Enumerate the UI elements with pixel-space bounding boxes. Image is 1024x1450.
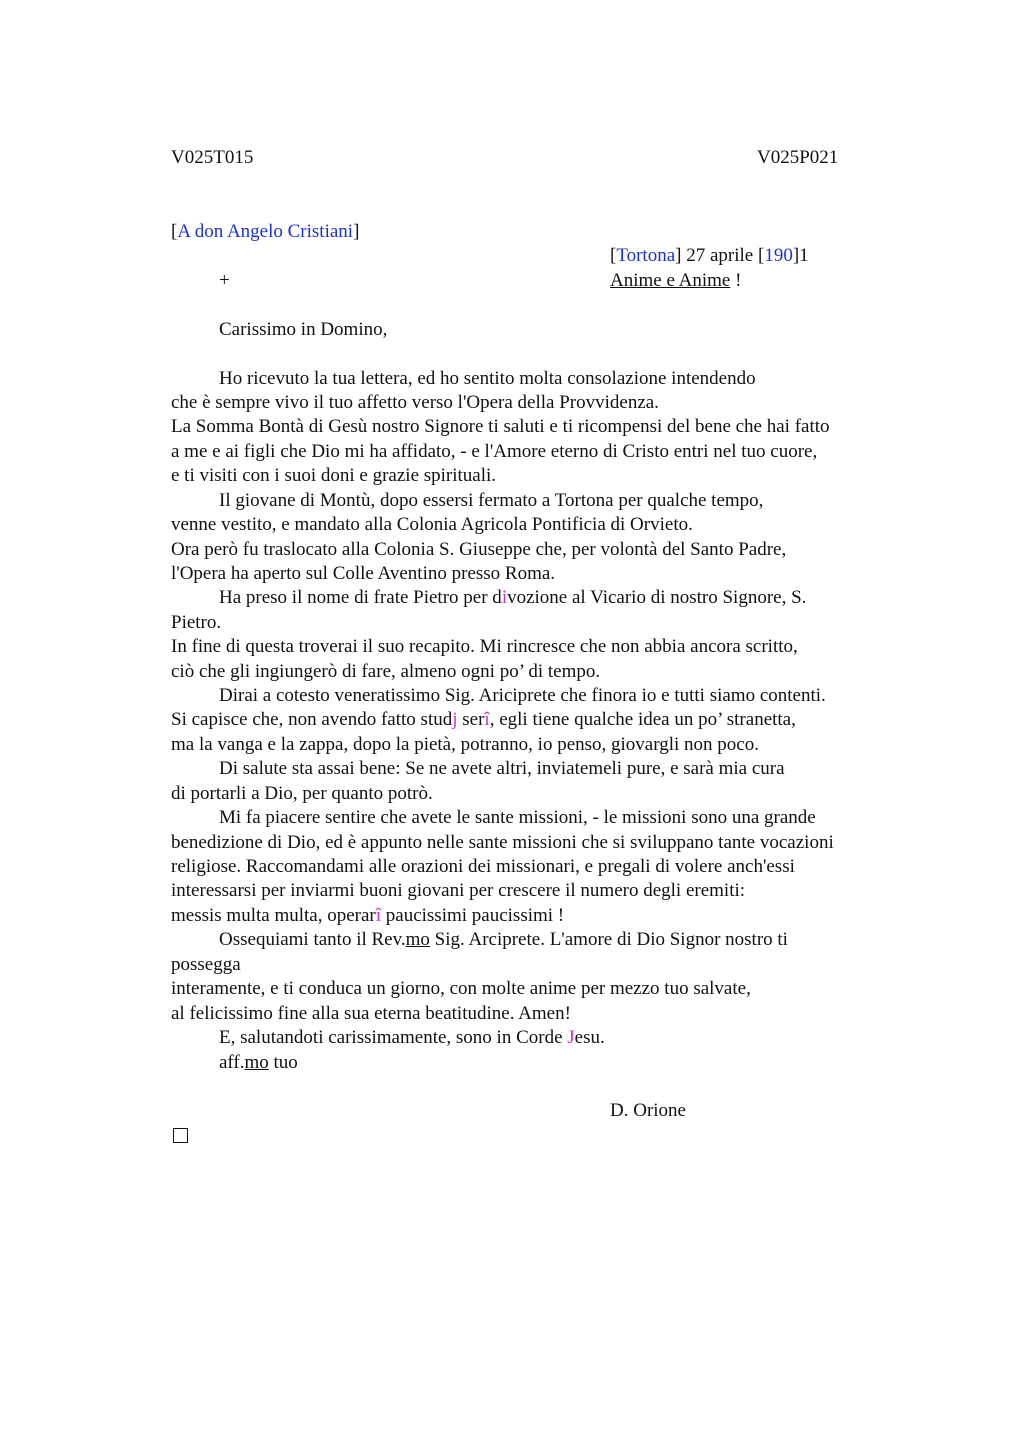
body-line-4: a me e ai figli che Dio mi ha affidato, - e l'Amore eterno di Cristo entri nel tuo cuore, bbox=[171, 441, 818, 462]
text-segment: Sig. Arciprete. L'amore di Dio Signor nostro ti bbox=[429, 929, 788, 950]
body-line-17: Di salute sta assai bene: Se ne avete altri, inviatemeli pure, e sarà mia cura bbox=[219, 758, 785, 779]
cross-mark: + bbox=[219, 270, 230, 291]
text-segment: , egli tiene qualche idea un po’ stranetta, bbox=[489, 709, 796, 730]
recipient-name: A don Angelo Cristiani bbox=[177, 221, 354, 242]
signature: D. Orione bbox=[610, 1100, 686, 1121]
end-marker-box bbox=[173, 1128, 188, 1143]
body-line-19: Mi fa piacere sentire che avete le sante missioni, - le missioni sono una grande bbox=[219, 807, 816, 828]
body-line-1: Ho ricevuto la tua lettera, ed ho sentito molta consolazione intendendo bbox=[219, 368, 756, 389]
document-code-left: V025T015 bbox=[171, 147, 254, 168]
body-line-2: che è sempre vivo il tuo affetto verso l'Opera della Provvidenza. bbox=[171, 392, 659, 413]
recipient-line bbox=[171, 220, 359, 244]
text-segment: vozione al Vicario di nostro Signore, S. bbox=[507, 587, 807, 608]
text-segment: paucissimi paucissimi ! bbox=[381, 905, 565, 926]
body-line-20: benedizione di Dio, ed è appunto nelle sante missioni che si sviluppano tante vocazioni bbox=[171, 832, 834, 853]
body-line-18: di portarli a Dio, per quanto potrò. bbox=[171, 783, 433, 804]
body-line-12: In fine di questa troverai il suo recapito. Mi rincresce che non abbia ancora scritto, bbox=[171, 636, 798, 657]
dateline-bracket: [ bbox=[610, 245, 617, 266]
text-segment: aff. bbox=[219, 1052, 245, 1073]
body-line-9: l'Opera ha aperto sul Colle Aventino presso Roma. bbox=[171, 563, 556, 584]
emended-letter: î bbox=[484, 709, 490, 730]
body-line-26: interamente, e ti conduca un giorno, con molte anime per mezzo tuo salvate, bbox=[171, 978, 751, 999]
text-segment: Si capisce che, non avendo fatto stud bbox=[171, 709, 453, 730]
dateline-year-end: ]1 bbox=[792, 245, 809, 266]
body-line-25: possegga bbox=[171, 954, 241, 975]
body-line-14: Dirai a cotesto veneratissimo Sig. Ariciprete che finora io e tutti siamo contenti. bbox=[219, 685, 826, 706]
bracket-close: ] bbox=[353, 221, 360, 242]
document-code-right: V025P021 bbox=[757, 147, 839, 168]
bracket-open: [ bbox=[171, 221, 178, 242]
text-segment: esu. bbox=[574, 1027, 605, 1048]
dateline-date: ] 27 aprile [ bbox=[675, 245, 765, 266]
body-line-6: Il giovane di Montù, dopo essersi fermato a Tortona per qualche tempo, bbox=[219, 490, 764, 511]
body-line-28 bbox=[219, 1026, 605, 1050]
body-line-23 bbox=[171, 904, 564, 928]
superscript-abbrev: mo bbox=[405, 929, 430, 950]
body-line-13: ciò che gli ingiungerò di fare, almeno ogni po’ di tempo. bbox=[171, 661, 601, 682]
body-line-5: e ti visiti con i suoi doni e grazie spirituali. bbox=[171, 465, 497, 486]
emended-letter: î bbox=[375, 905, 382, 926]
body-line-21: religiose. Raccomandami alle orazioni dei missionari, e pregali di volere anch'essi bbox=[171, 856, 795, 877]
text-segment: Ha preso il nome di frate Pietro per d bbox=[219, 587, 502, 608]
body-line-11: Pietro. bbox=[171, 612, 222, 633]
dateline-place: Tortona bbox=[616, 245, 676, 266]
dateline bbox=[610, 244, 809, 268]
emended-letter: i bbox=[501, 587, 508, 608]
body-line-16: ma la vanga e la zappa, dopo la pietà, potranno, io penso, giovargli non poco. bbox=[171, 734, 759, 755]
emended-letter: J bbox=[567, 1027, 575, 1048]
motto-end: ! bbox=[730, 270, 742, 291]
motto-text: Anime e Anime bbox=[610, 270, 731, 291]
body-line-3: La Somma Bontà di Gesù nostro Signore ti saluti e ti ricompensi del bene che hai fatto bbox=[171, 416, 830, 437]
body-line-10 bbox=[219, 586, 806, 610]
body-line-8: Ora però fu traslocato alla Colonia S. Giuseppe che, per volontà del Santo Padre, bbox=[171, 539, 787, 560]
text-segment: E, salutandoti carissimamente, sono in Corde bbox=[219, 1027, 568, 1048]
text-segment: messis multa multa, operar bbox=[171, 905, 376, 926]
text-segment: ser bbox=[457, 709, 485, 730]
body-line-27: al felicissimo fine alla sua eterna beatitudine. Amen! bbox=[171, 1003, 571, 1024]
body-line-15 bbox=[171, 708, 796, 732]
text-segment: tuo bbox=[268, 1052, 298, 1073]
body-line-24 bbox=[219, 928, 788, 952]
salutation: Carissimo in Domino, bbox=[219, 319, 388, 340]
body-line-22: interessarsi per inviarmi buoni giovani per crescere il numero degli eremiti: bbox=[171, 880, 746, 901]
emended-letter: j bbox=[452, 709, 458, 730]
closing-line bbox=[219, 1051, 298, 1075]
superscript-abbrev: mo bbox=[244, 1052, 269, 1073]
text-segment: Ossequiami tanto il Rev. bbox=[219, 929, 406, 950]
motto bbox=[610, 269, 741, 293]
body-line-7: venne vestito, e mandato alla Colonia Agricola Pontificia di Orvieto. bbox=[171, 514, 693, 535]
dateline-year-prefix: 190 bbox=[764, 245, 793, 266]
